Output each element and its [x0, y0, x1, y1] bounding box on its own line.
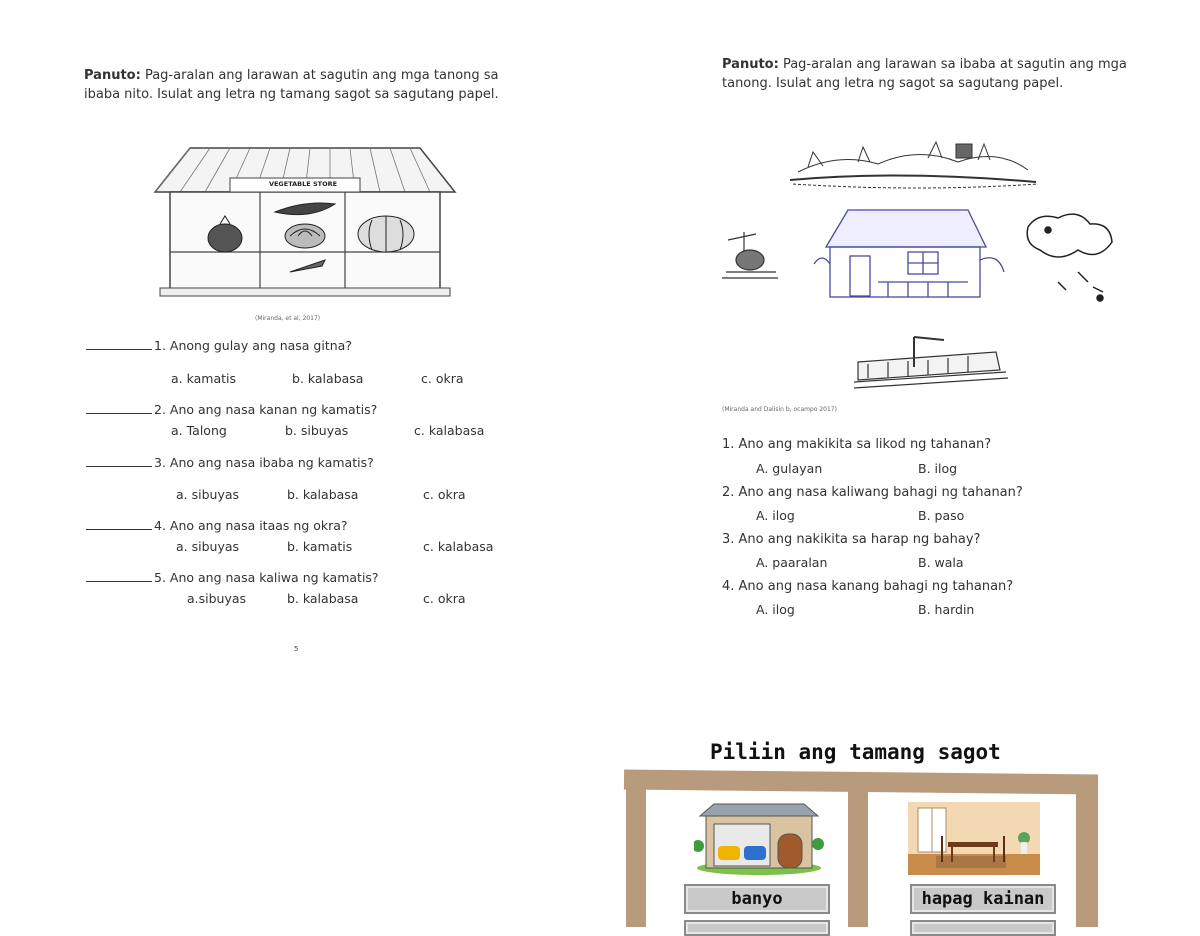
- quiz-title: Piliin ang tamang sagot: [710, 740, 1001, 764]
- option-a: A. gulayan: [756, 461, 823, 476]
- right-question-2: 2. Ano ang nasa kaliwang bahagi ng tahanan?: [722, 485, 1023, 500]
- option-b: b. kamatis: [287, 539, 353, 554]
- left-question-4: 4. Ano ang nasa itaas ng okra?: [86, 518, 348, 533]
- right-instructions: [722, 55, 1132, 93]
- option-b: b. kalabasa: [287, 591, 359, 606]
- answer-button-next-left[interactable]: [684, 920, 830, 936]
- house-sketch: [814, 210, 1004, 297]
- right-question-3: 3. Ano ang nakikita sa harap ng bahay?: [722, 532, 981, 547]
- wood-frame-right: [1076, 776, 1098, 927]
- garden-sketch: [790, 142, 1038, 188]
- option-b: B. paso: [918, 508, 965, 523]
- option-c: c. kalabasa: [414, 423, 485, 438]
- option-b: B. ilog: [918, 461, 958, 476]
- option-b: b. kalabasa: [292, 371, 364, 386]
- option-b: b. kalabasa: [287, 487, 359, 502]
- vegetable-store-illustration: [150, 140, 460, 300]
- left-question-2: 2. Ano ang nasa kanan ng kamatis?: [86, 402, 377, 417]
- garage-icon: [694, 800, 824, 875]
- flower-garden-sketch: [1027, 214, 1112, 301]
- option-a: a. sibuyas: [176, 487, 240, 502]
- wood-frame-middle: [848, 780, 868, 927]
- option-c: c. okra: [423, 591, 466, 606]
- left-panuto-text: Pag-aralan ang larawan at sagutin ang mga tanong sa ibaba nito. Isulat ang letra ng tamang sagot sa sagutang papel.: [84, 68, 499, 102]
- option-c: c. okra: [423, 487, 466, 502]
- left-question-1: 1. Anong gulay ang nasa gitna?: [86, 338, 352, 353]
- dining-room-icon: [908, 802, 1040, 875]
- house-surroundings-illustration: [718, 132, 1118, 412]
- option-c: c. kalabasa: [423, 539, 494, 554]
- answer-button-next-right[interactable]: [910, 920, 1056, 936]
- option-a: A. ilog: [756, 602, 795, 617]
- answer-blank[interactable]: [86, 529, 152, 530]
- right-caption: (Miranda and Dalisin b, ocampo 2017): [722, 406, 837, 413]
- right-panuto-label: Panuto:: [722, 57, 779, 72]
- left-question-3: 3. Ano ang nasa ibaba ng kamatis?: [86, 455, 374, 470]
- option-b: B. hardin: [918, 602, 975, 617]
- answer-button-banyo[interactable]: banyo: [684, 884, 830, 914]
- answer-blank[interactable]: [86, 466, 152, 467]
- wood-frame-left: [626, 772, 646, 927]
- right-panuto-text: Pag-aralan ang larawan sa ibaba at sagutin ang mga tanong. Isulat ang letra ng sagot sa sagutang papel.: [722, 57, 1127, 91]
- left-question-5: 5. Ano ang nasa kaliwa ng kamatis?: [86, 570, 379, 585]
- answer-blank[interactable]: [86, 581, 152, 582]
- option-a: a. sibuyas: [176, 539, 240, 554]
- option-a: a. kamatis: [171, 371, 237, 386]
- store-sign: VEGETABLE STORE: [268, 180, 338, 188]
- answer-button-hapag-kainan[interactable]: hapag kainan: [910, 884, 1056, 914]
- option-b: B. wala: [918, 555, 964, 570]
- shovel-sketch: [722, 232, 778, 278]
- option-c: c. okra: [421, 371, 464, 386]
- left-caption: (Miranda, et al, 2017): [255, 315, 321, 322]
- page-number: 5: [294, 645, 299, 653]
- option-a: a. Talong: [171, 423, 227, 438]
- option-b: b. sibuyas: [285, 423, 349, 438]
- answer-blank[interactable]: [86, 349, 152, 350]
- right-question-4: 4. Ano ang nasa kanang bahagi ng tahanan?: [722, 579, 1014, 594]
- option-a: A. paaralan: [756, 555, 828, 570]
- left-panuto-label: Panuto:: [84, 68, 141, 83]
- option-a: A. ilog: [756, 508, 795, 523]
- answer-blank[interactable]: [86, 413, 152, 414]
- right-question-1: 1. Ano ang makikita sa likod ng tahanan?: [722, 437, 992, 452]
- option-a: a.sibuyas: [187, 591, 247, 606]
- school-sketch: [854, 337, 1008, 388]
- left-instructions: [84, 66, 514, 104]
